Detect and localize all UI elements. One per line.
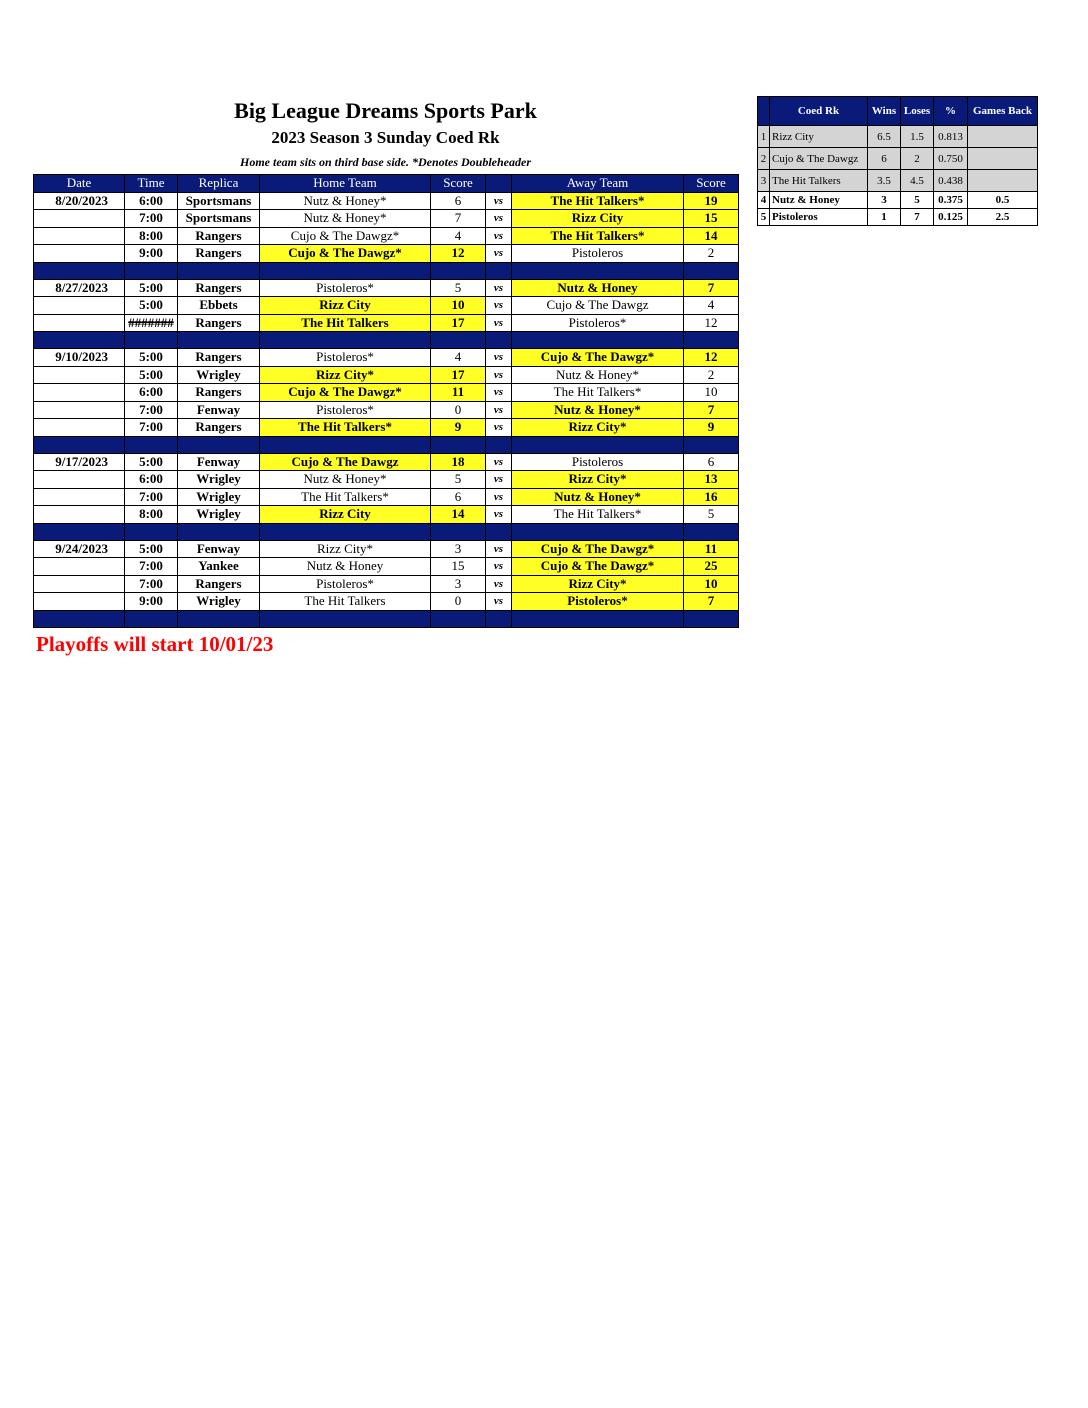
standings-loses: 7	[901, 209, 934, 226]
standings-header-loses: Loses	[901, 97, 934, 126]
page-note: Home team sits on third base side. *Denotes Doubleheader	[240, 155, 531, 169]
separator-cell	[486, 610, 512, 627]
table-row	[34, 245, 739, 263]
table-row	[34, 471, 739, 489]
standings-header-rank	[758, 97, 770, 126]
vs-label: vs	[486, 558, 512, 576]
away-team: Rizz City*	[512, 575, 684, 593]
separator-cell	[34, 523, 125, 540]
away-score: 7	[684, 401, 739, 419]
separator-cell	[512, 523, 684, 540]
standings-rank: 1	[758, 126, 770, 148]
away-score: 12	[684, 349, 739, 367]
vs-label: vs	[486, 349, 512, 367]
standings-header-wins: Wins	[868, 97, 901, 126]
standings-loses: 1.5	[901, 126, 934, 148]
away-team: Pistoleros*	[512, 314, 684, 332]
game-time: 6:00	[125, 471, 178, 489]
vs-label: vs	[486, 593, 512, 611]
table-row	[34, 540, 739, 558]
page-subtitle: 2023 Season 3 Sunday Coed Rk	[271, 128, 500, 147]
game-field: Sportsmans	[178, 210, 260, 228]
game-date	[34, 210, 125, 228]
col-header-replica: Replica	[178, 175, 260, 193]
game-date	[34, 471, 125, 489]
standings-pct: 0.750	[934, 148, 968, 170]
standings-wins: 3	[868, 192, 901, 209]
separator-cell	[512, 332, 684, 349]
standings-wins: 6.5	[868, 126, 901, 148]
away-team: Rizz City	[512, 210, 684, 228]
home-score: 4	[431, 227, 486, 245]
game-field: Wrigley	[178, 471, 260, 489]
home-team: Nutz & Honey	[260, 558, 431, 576]
home-team: The Hit Talkers	[260, 593, 431, 611]
home-team: Pistoleros*	[260, 349, 431, 367]
standings-pct: 0.813	[934, 126, 968, 148]
game-date	[34, 575, 125, 593]
home-team: The Hit Talkers	[260, 314, 431, 332]
home-score: 0	[431, 593, 486, 611]
separator-cell	[431, 610, 486, 627]
week-separator-row	[34, 610, 739, 627]
vs-label: vs	[486, 488, 512, 506]
separator-cell	[512, 262, 684, 279]
away-score: 7	[684, 593, 739, 611]
game-time: 8:00	[125, 227, 178, 245]
standings-header-row	[758, 97, 1038, 126]
standings-team: Cujo & The Dawgz	[770, 148, 868, 170]
standings-loses: 5	[901, 192, 934, 209]
game-date: 8/27/2023	[34, 279, 125, 297]
home-team: Rizz City	[260, 297, 431, 315]
separator-cell	[178, 262, 260, 279]
standings-rank: 4	[758, 192, 770, 209]
game-date: 9/17/2023	[34, 453, 125, 471]
standings-wins: 6	[868, 148, 901, 170]
vs-label: vs	[486, 471, 512, 489]
vs-label: vs	[486, 540, 512, 558]
game-time: 9:00	[125, 593, 178, 611]
game-field: Rangers	[178, 245, 260, 263]
standings-team: The Hit Talkers	[770, 170, 868, 192]
vs-label: vs	[486, 575, 512, 593]
vs-label: vs	[486, 192, 512, 210]
table-row	[34, 349, 739, 367]
game-date	[34, 366, 125, 384]
home-team: Rizz City*	[260, 366, 431, 384]
away-score: 25	[684, 558, 739, 576]
away-score: 5	[684, 506, 739, 524]
standings-body	[758, 126, 1038, 226]
week-separator-row	[34, 523, 739, 540]
game-field: Fenway	[178, 401, 260, 419]
game-time: 5:00	[125, 349, 178, 367]
home-score: 5	[431, 471, 486, 489]
away-team: Cujo & The Dawgz	[512, 297, 684, 315]
away-score: 16	[684, 488, 739, 506]
col-header-away-score: Score	[684, 175, 739, 193]
standings-row	[758, 170, 1038, 192]
away-team: Nutz & Honey*	[512, 401, 684, 419]
home-team: Pistoleros*	[260, 279, 431, 297]
table-row	[34, 297, 739, 315]
table-row	[34, 366, 739, 384]
away-score: 11	[684, 540, 739, 558]
table-row	[34, 279, 739, 297]
separator-cell	[486, 523, 512, 540]
table-row	[34, 401, 739, 419]
game-field: Rangers	[178, 314, 260, 332]
game-field: Rangers	[178, 349, 260, 367]
standings-team: Pistoleros	[770, 209, 868, 226]
vs-label: vs	[486, 453, 512, 471]
table-row	[34, 192, 739, 210]
col-header-vs	[486, 175, 512, 193]
standings-rank: 2	[758, 148, 770, 170]
vs-label: vs	[486, 401, 512, 419]
game-field: Rangers	[178, 227, 260, 245]
table-row	[34, 575, 739, 593]
separator-cell	[512, 436, 684, 453]
home-team: Pistoleros*	[260, 401, 431, 419]
away-team: Nutz & Honey*	[512, 366, 684, 384]
away-score: 10	[684, 384, 739, 402]
game-date	[34, 314, 125, 332]
standings-row	[758, 209, 1038, 226]
standings-header-team: Coed Rk	[770, 97, 868, 126]
standings-table	[757, 96, 1038, 226]
game-time: 7:00	[125, 419, 178, 437]
separator-cell	[260, 262, 431, 279]
vs-label: vs	[486, 419, 512, 437]
vs-label: vs	[486, 384, 512, 402]
home-team: Cujo & The Dawgz*	[260, 384, 431, 402]
standings-pct: 0.375	[934, 192, 968, 209]
table-row	[34, 453, 739, 471]
standings-row	[758, 192, 1038, 209]
home-team: Cujo & The Dawgz*	[260, 245, 431, 263]
game-date	[34, 245, 125, 263]
standings-wins: 3.5	[868, 170, 901, 192]
separator-cell	[178, 523, 260, 540]
home-score: 3	[431, 540, 486, 558]
separator-cell	[178, 610, 260, 627]
game-field: Fenway	[178, 540, 260, 558]
away-team: Pistoleros	[512, 453, 684, 471]
standings-games-back: 2.5	[968, 209, 1038, 226]
separator-cell	[486, 436, 512, 453]
vs-label: vs	[486, 366, 512, 384]
game-time: 7:00	[125, 210, 178, 228]
vs-label: vs	[486, 245, 512, 263]
table-row	[34, 419, 739, 437]
home-team: Cujo & The Dawgz*	[260, 227, 431, 245]
away-team: The Hit Talkers*	[512, 192, 684, 210]
standings-games-back: 0.5	[968, 192, 1038, 209]
game-field: Rangers	[178, 279, 260, 297]
game-time: 6:00	[125, 192, 178, 210]
game-date: 9/10/2023	[34, 349, 125, 367]
game-field: Fenway	[178, 453, 260, 471]
standings-team: Rizz City	[770, 126, 868, 148]
home-team: Rizz City*	[260, 540, 431, 558]
table-row	[34, 593, 739, 611]
game-date	[34, 401, 125, 419]
away-score: 10	[684, 575, 739, 593]
separator-cell	[431, 523, 486, 540]
home-score: 5	[431, 279, 486, 297]
col-header-home-team: Home Team	[260, 175, 431, 193]
standings-row	[758, 148, 1038, 170]
game-time: 7:00	[125, 488, 178, 506]
game-date	[34, 506, 125, 524]
playoffs-notice: Playoffs will start 10/01/23	[36, 632, 274, 656]
standings-header-pct: %	[934, 97, 968, 126]
home-team: Cujo & The Dawgz	[260, 453, 431, 471]
away-score: 2	[684, 366, 739, 384]
home-score: 6	[431, 488, 486, 506]
game-field: Rangers	[178, 419, 260, 437]
home-score: 14	[431, 506, 486, 524]
away-team: Nutz & Honey*	[512, 488, 684, 506]
home-score: 18	[431, 453, 486, 471]
separator-cell	[125, 262, 178, 279]
separator-cell	[431, 332, 486, 349]
col-header-home-score: Score	[431, 175, 486, 193]
away-score: 2	[684, 245, 739, 263]
col-header-away-team: Away Team	[512, 175, 684, 193]
game-date	[34, 488, 125, 506]
away-score: 13	[684, 471, 739, 489]
away-team: The Hit Talkers*	[512, 227, 684, 245]
separator-cell	[178, 436, 260, 453]
separator-cell	[34, 436, 125, 453]
away-team: Pistoleros	[512, 245, 684, 263]
standings-games-back	[968, 170, 1038, 192]
home-score: 6	[431, 192, 486, 210]
separator-cell	[431, 262, 486, 279]
game-field: Wrigley	[178, 366, 260, 384]
separator-cell	[512, 610, 684, 627]
away-score: 12	[684, 314, 739, 332]
schedule-header-row	[34, 175, 739, 193]
standings-team: Nutz & Honey	[770, 192, 868, 209]
separator-cell	[125, 610, 178, 627]
table-row	[34, 506, 739, 524]
home-score: 17	[431, 366, 486, 384]
game-field: Sportsmans	[178, 192, 260, 210]
game-date	[34, 384, 125, 402]
vs-label: vs	[486, 506, 512, 524]
away-team: Cujo & The Dawgz*	[512, 540, 684, 558]
game-field: Wrigley	[178, 506, 260, 524]
away-team: The Hit Talkers*	[512, 506, 684, 524]
separator-cell	[125, 436, 178, 453]
standings-wins: 1	[868, 209, 901, 226]
separator-cell	[684, 610, 739, 627]
game-date: 9/24/2023	[34, 540, 125, 558]
standings-rank: 5	[758, 209, 770, 226]
game-time: 6:00	[125, 384, 178, 402]
col-header-time: Time	[125, 175, 178, 193]
week-separator-row	[34, 436, 739, 453]
game-time: 5:00	[125, 366, 178, 384]
game-date	[34, 593, 125, 611]
game-time: #######	[125, 314, 178, 332]
away-score: 15	[684, 210, 739, 228]
home-score: 4	[431, 349, 486, 367]
game-time: 5:00	[125, 453, 178, 471]
table-row	[34, 488, 739, 506]
home-score: 10	[431, 297, 486, 315]
vs-label: vs	[486, 314, 512, 332]
separator-cell	[684, 523, 739, 540]
table-row	[34, 384, 739, 402]
vs-label: vs	[486, 297, 512, 315]
away-score: 4	[684, 297, 739, 315]
home-score: 3	[431, 575, 486, 593]
game-field: Rangers	[178, 575, 260, 593]
game-date	[34, 227, 125, 245]
game-field: Wrigley	[178, 488, 260, 506]
standings-loses: 2	[901, 148, 934, 170]
schedule-table	[33, 174, 739, 628]
standings-pct: 0.125	[934, 209, 968, 226]
away-team: Rizz City*	[512, 419, 684, 437]
game-time: 8:00	[125, 506, 178, 524]
away-team: Pistoleros*	[512, 593, 684, 611]
home-score: 0	[431, 401, 486, 419]
home-team: Nutz & Honey*	[260, 192, 431, 210]
standings-rank: 3	[758, 170, 770, 192]
away-team: Rizz City*	[512, 471, 684, 489]
week-separator-row	[34, 262, 739, 279]
game-date	[34, 558, 125, 576]
table-row	[34, 227, 739, 245]
home-team: Rizz City	[260, 506, 431, 524]
separator-cell	[34, 332, 125, 349]
standings-games-back	[968, 126, 1038, 148]
game-date	[34, 297, 125, 315]
game-time: 7:00	[125, 558, 178, 576]
separator-cell	[431, 436, 486, 453]
away-team: Nutz & Honey	[512, 279, 684, 297]
separator-cell	[684, 262, 739, 279]
away-score: 9	[684, 419, 739, 437]
away-score: 14	[684, 227, 739, 245]
separator-cell	[260, 523, 431, 540]
game-field: Wrigley	[178, 593, 260, 611]
game-field: Yankee	[178, 558, 260, 576]
home-team: The Hit Talkers*	[260, 419, 431, 437]
separator-cell	[125, 332, 178, 349]
standings-games-back	[968, 148, 1038, 170]
home-score: 12	[431, 245, 486, 263]
away-team: Cujo & The Dawgz*	[512, 558, 684, 576]
game-date: 8/20/2023	[34, 192, 125, 210]
home-score: 9	[431, 419, 486, 437]
standings-row	[758, 126, 1038, 148]
home-team: Pistoleros*	[260, 575, 431, 593]
table-row	[34, 210, 739, 228]
game-time: 5:00	[125, 540, 178, 558]
col-header-date: Date	[34, 175, 125, 193]
standings-loses: 4.5	[901, 170, 934, 192]
separator-cell	[125, 523, 178, 540]
game-time: 5:00	[125, 297, 178, 315]
game-time: 7:00	[125, 575, 178, 593]
schedule-body	[34, 192, 739, 627]
away-team: Cujo & The Dawgz*	[512, 349, 684, 367]
home-score: 7	[431, 210, 486, 228]
game-field: Ebbets	[178, 297, 260, 315]
separator-cell	[260, 610, 431, 627]
home-team: Nutz & Honey*	[260, 471, 431, 489]
away-score: 19	[684, 192, 739, 210]
separator-cell	[260, 332, 431, 349]
game-time: 5:00	[125, 279, 178, 297]
home-team: Nutz & Honey*	[260, 210, 431, 228]
standings-pct: 0.438	[934, 170, 968, 192]
page-title: Big League Dreams Sports Park	[234, 98, 537, 123]
game-field: Rangers	[178, 384, 260, 402]
vs-label: vs	[486, 210, 512, 228]
separator-cell	[260, 436, 431, 453]
separator-cell	[178, 332, 260, 349]
separator-cell	[486, 262, 512, 279]
game-date	[34, 419, 125, 437]
standings-header-games-back: Games Back	[968, 97, 1038, 126]
separator-cell	[34, 610, 125, 627]
vs-label: vs	[486, 227, 512, 245]
game-time: 9:00	[125, 245, 178, 263]
away-score: 7	[684, 279, 739, 297]
table-row	[34, 558, 739, 576]
separator-cell	[34, 262, 125, 279]
home-score: 11	[431, 384, 486, 402]
separator-cell	[684, 436, 739, 453]
home-score: 15	[431, 558, 486, 576]
home-team: The Hit Talkers*	[260, 488, 431, 506]
home-score: 17	[431, 314, 486, 332]
week-separator-row	[34, 332, 739, 349]
game-time: 7:00	[125, 401, 178, 419]
away-score: 6	[684, 453, 739, 471]
table-row	[34, 314, 739, 332]
vs-label: vs	[486, 279, 512, 297]
separator-cell	[684, 332, 739, 349]
away-team: The Hit Talkers*	[512, 384, 684, 402]
separator-cell	[486, 332, 512, 349]
